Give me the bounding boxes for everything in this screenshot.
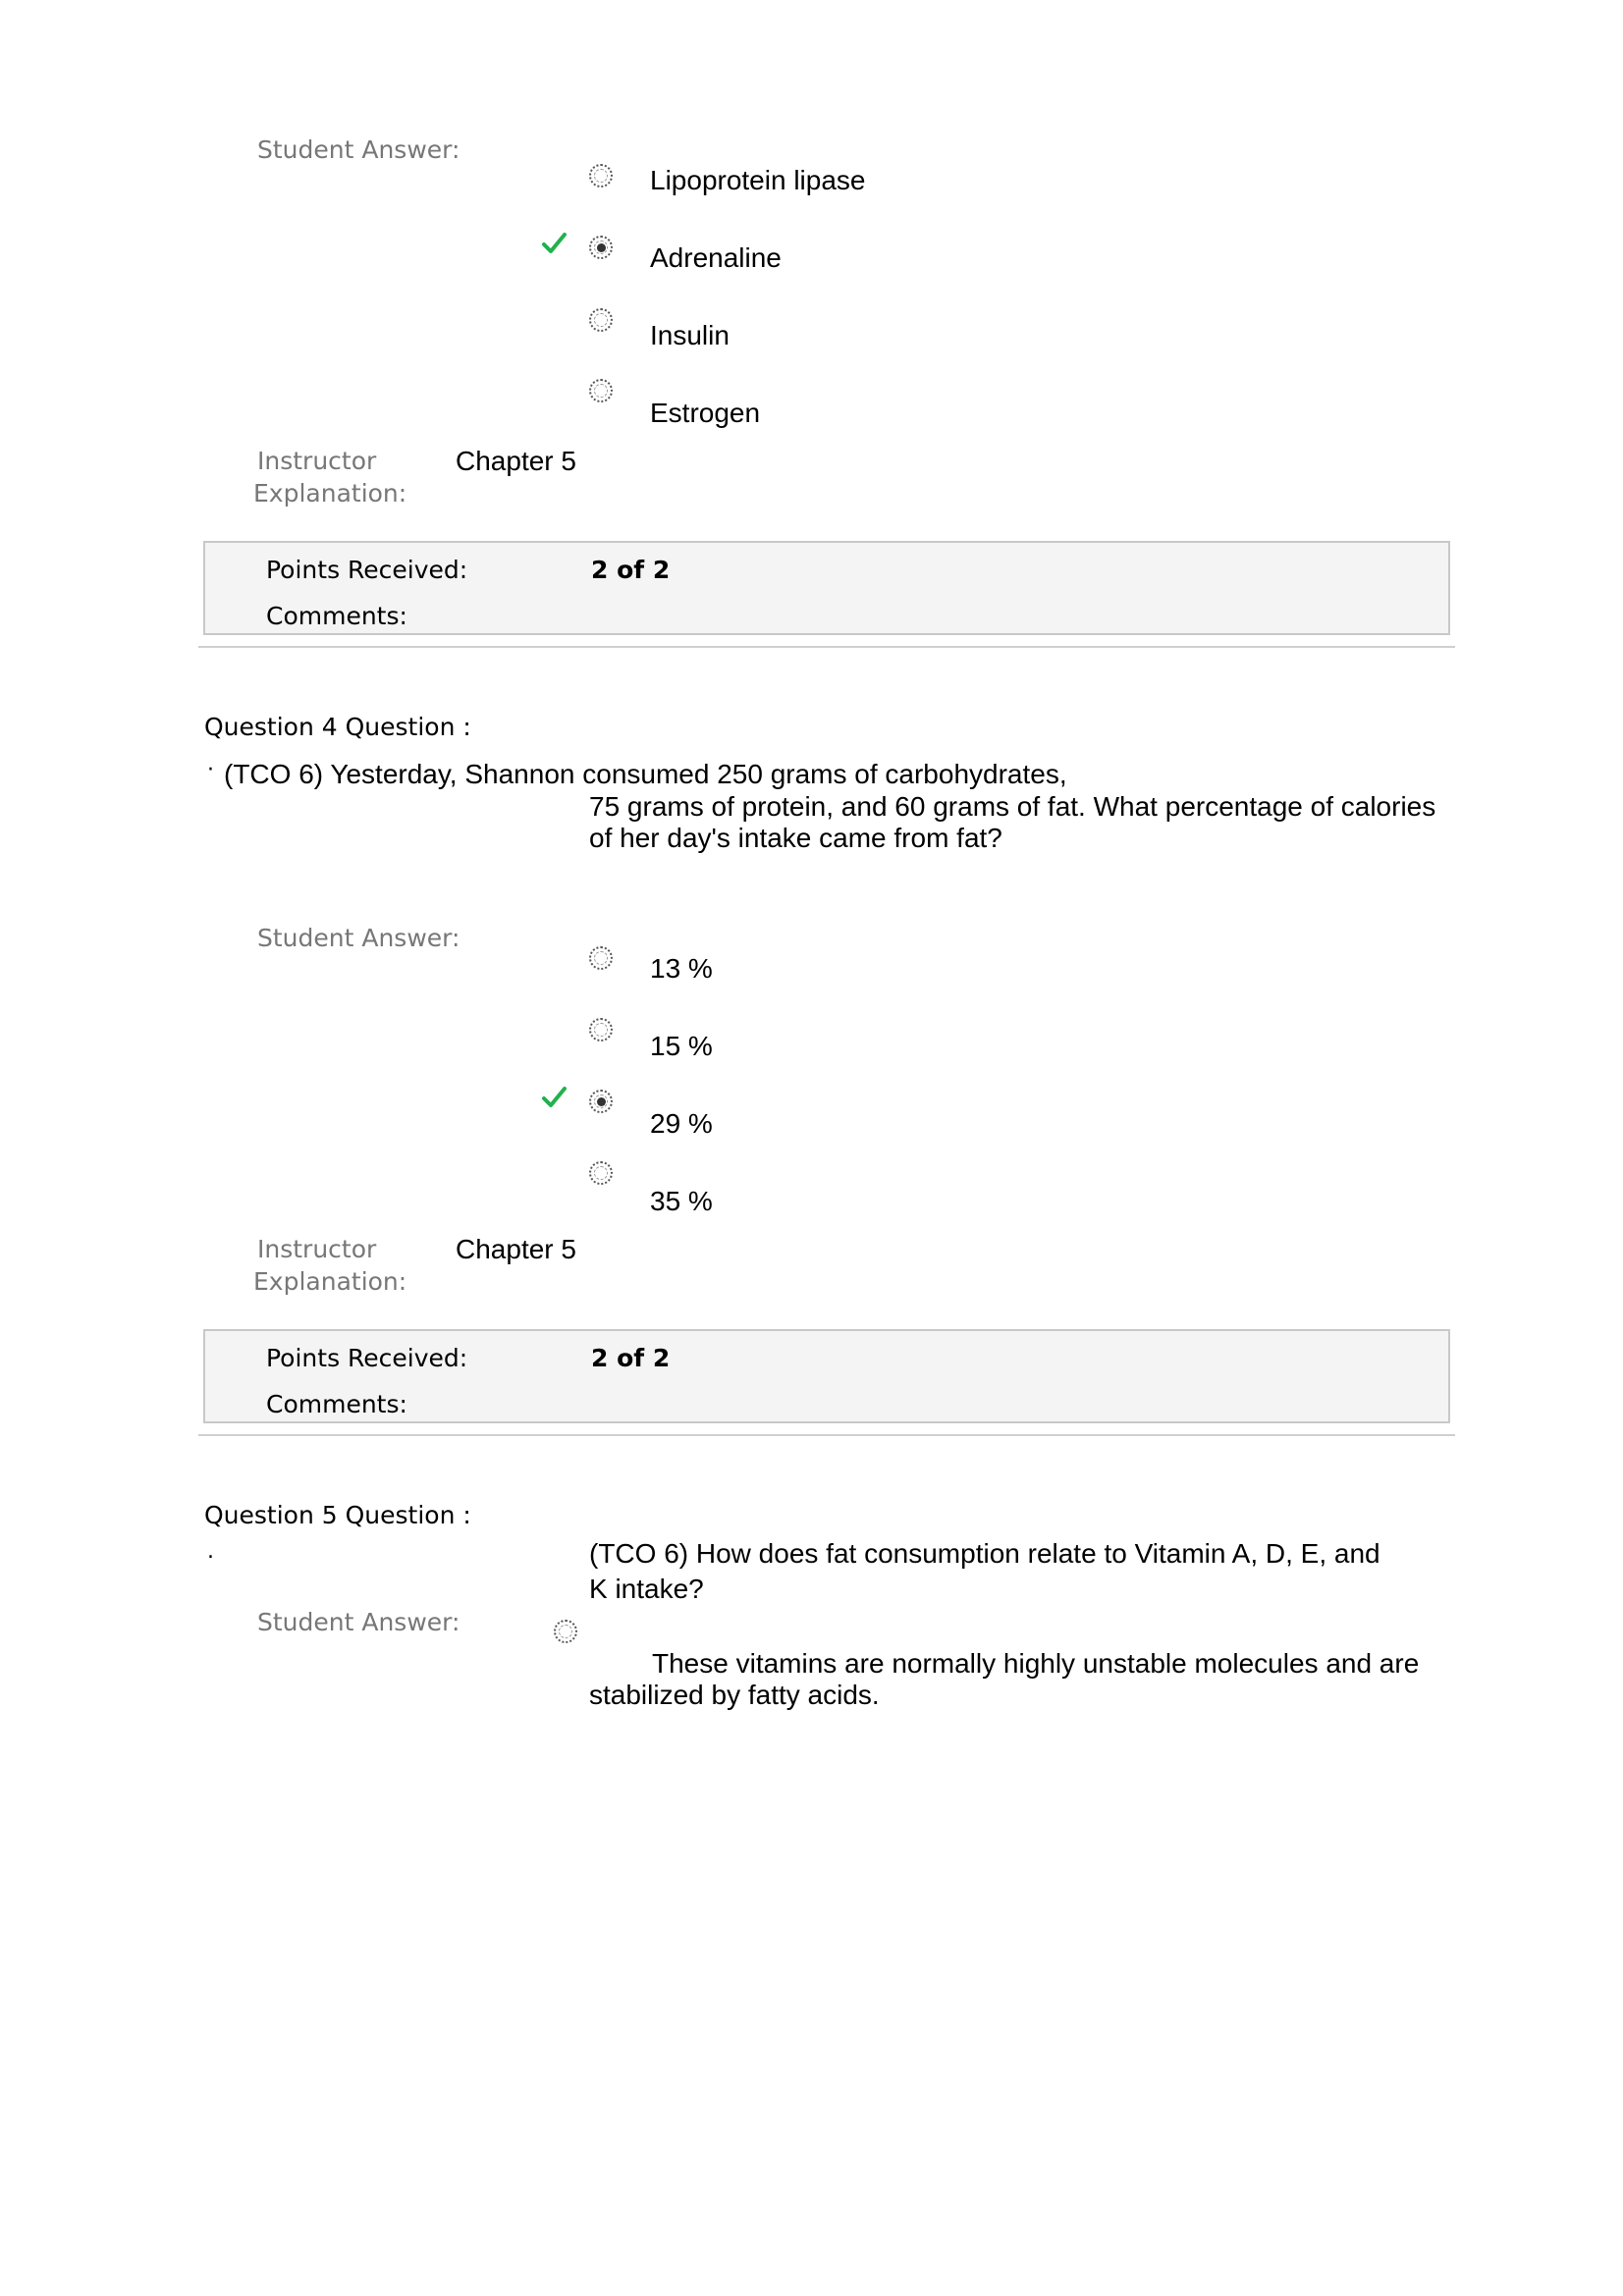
student-answer-label: Student Answer: <box>257 135 460 164</box>
explanation-label: Explanation: <box>253 1267 407 1296</box>
student-answer-label: Student Answer: <box>257 924 460 952</box>
points-box <box>203 1329 1450 1423</box>
radio-icon[interactable] <box>589 1161 613 1185</box>
points-received-label: Points Received: <box>266 1344 468 1372</box>
answer-option: 35 % <box>650 1186 713 1216</box>
question-title: Question 5 Question : <box>204 1501 471 1529</box>
radio-icon[interactable] <box>589 379 613 402</box>
radio-icon[interactable] <box>589 1018 613 1041</box>
check-icon <box>542 232 568 255</box>
divider <box>198 646 1455 648</box>
divider <box>198 1434 1455 1436</box>
radio-icon[interactable] <box>589 236 613 259</box>
instructor-label: Instructor <box>257 447 377 475</box>
question-bullet: · <box>207 758 214 782</box>
instructor-label: Instructor <box>257 1235 377 1263</box>
student-answer-label: Student Answer: <box>257 1608 460 1636</box>
student-answer-text: stabilized by fatty acids. <box>589 1680 880 1710</box>
answer-option: Estrogen <box>650 398 761 428</box>
answer-option: Insulin <box>650 320 730 350</box>
points-received-label: Points Received: <box>266 556 468 584</box>
radio-icon[interactable] <box>554 1620 577 1643</box>
check-icon <box>542 1086 568 1109</box>
question-text-line: (TCO 6) Yesterday, Shannon consumed 250 grams of carbohydrates, <box>224 759 1067 789</box>
comments-label: Comments: <box>266 602 407 630</box>
student-answer-text: These vitamins are normally highly unstable molecules and are <box>652 1648 1420 1679</box>
points-received-value: 2 of 2 <box>591 1344 671 1372</box>
instructor-explanation: Chapter 5 <box>456 446 576 476</box>
answer-option: Adrenaline <box>650 242 782 273</box>
explanation-label: Explanation: <box>253 479 407 507</box>
radio-icon[interactable] <box>589 946 613 970</box>
question-text-line: 75 grams of protein, and 60 grams of fat. What percentage of calories <box>589 791 1436 822</box>
radio-icon[interactable] <box>589 308 613 332</box>
question-text-line: (TCO 6) How does fat consumption relate to Vitamin A, D, E, and <box>589 1538 1380 1569</box>
instructor-explanation: Chapter 5 <box>456 1234 576 1264</box>
answer-option: 29 % <box>650 1108 713 1139</box>
question-title: Question 4 Question : <box>204 713 471 741</box>
answer-option: 15 % <box>650 1031 713 1061</box>
question-bullet: . <box>207 1539 214 1564</box>
answer-option: 13 % <box>650 953 713 984</box>
answer-option: Lipoprotein lipase <box>650 165 866 195</box>
points-received-value: 2 of 2 <box>591 556 671 584</box>
comments-label: Comments: <box>266 1390 407 1418</box>
question-text-line: K intake? <box>589 1574 704 1604</box>
points-box <box>203 541 1450 635</box>
radio-icon[interactable] <box>589 1090 613 1113</box>
radio-icon[interactable] <box>589 164 613 187</box>
question-text-line: of her day's intake came from fat? <box>589 823 1002 853</box>
